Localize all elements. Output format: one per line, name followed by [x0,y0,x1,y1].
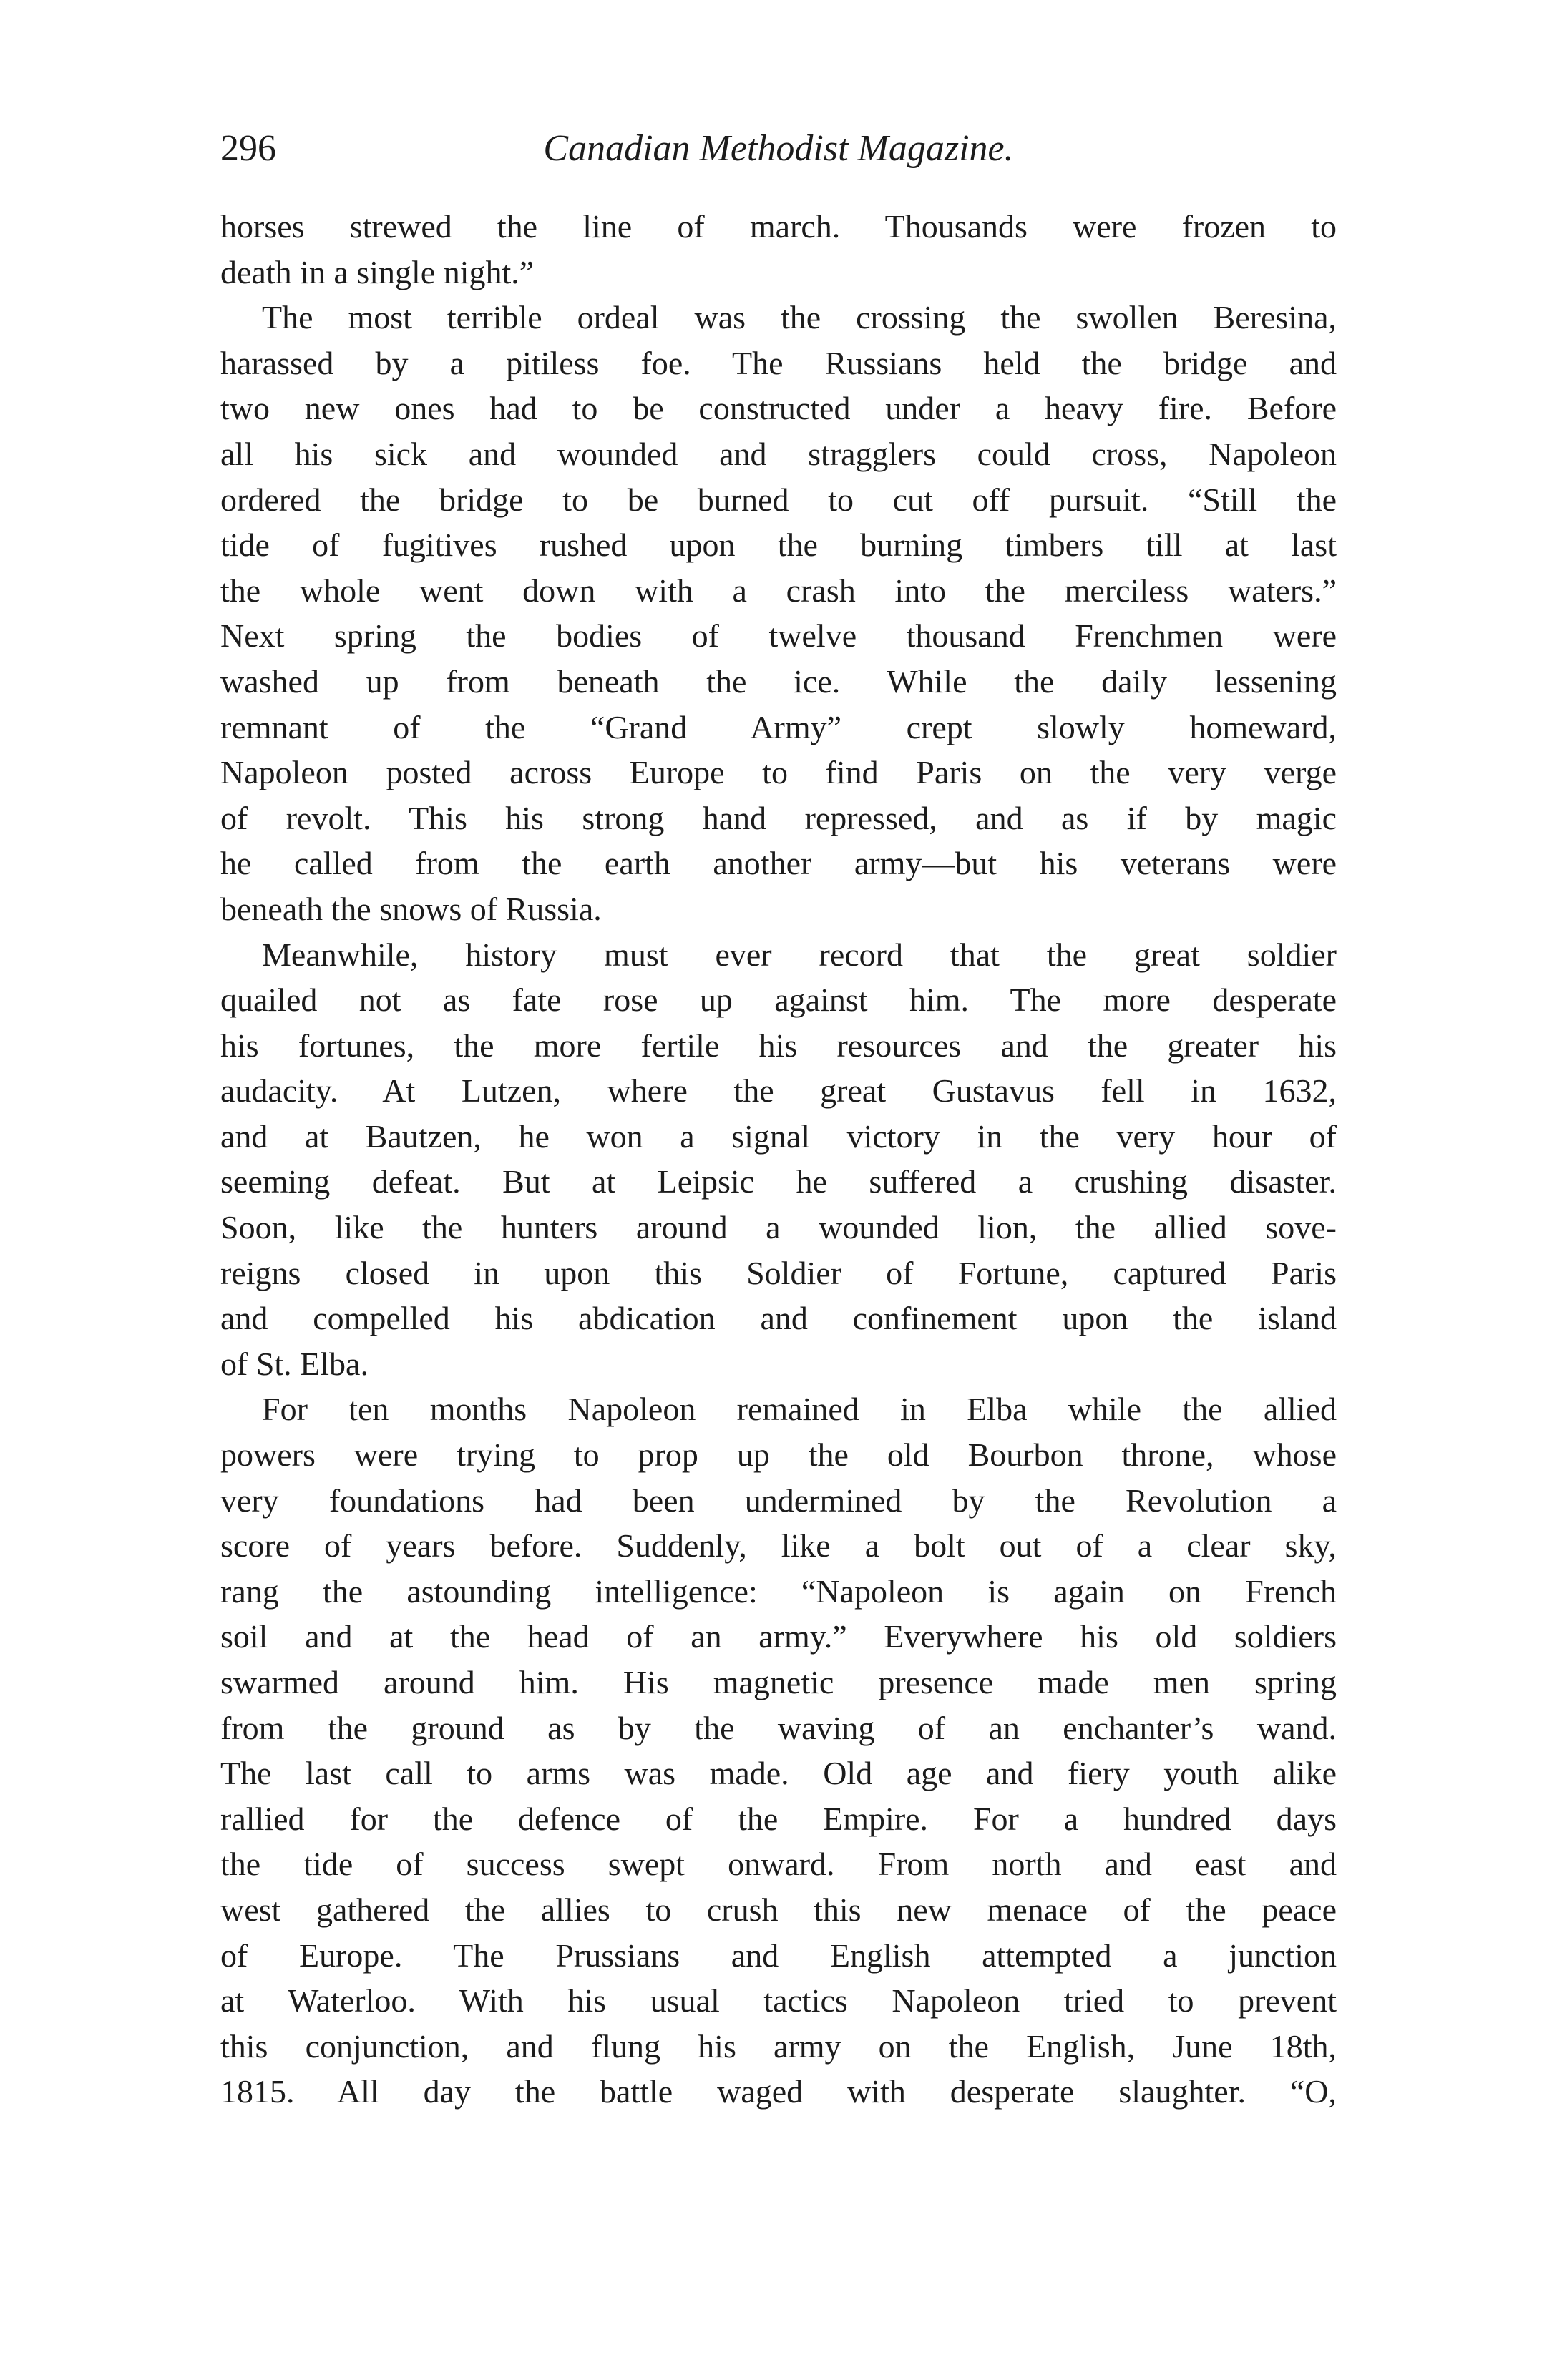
text-line: and compelled his abdication and confinement upon the island [220,1300,1337,1337]
text-line: horses strewed the line of march. Thousands were frozen to [220,208,1337,245]
text-line: he called from the earth another army—but his veterans were [220,845,1337,882]
text-line: Soon, like the hunters around a wounded lion, the allied sove- [220,1209,1337,1246]
text-line: at Waterloo. With his usual tactics Napoleon tried to prevent [220,1982,1337,2019]
text-line: of St. Elba. [220,1345,369,1382]
page-header [220,120,1337,177]
text-line: Meanwhile, history must ever record that the great soldier [262,936,1337,973]
text-line: tide of fugitives rushed upon the burning timbers till at last [220,527,1337,564]
text-line: 1815. All day the battle waged with desperate slaughter. “O, [220,2073,1337,2110]
text-line: the tide of success swept onward. From north and east and [220,1846,1337,1883]
text-line: audacity. At Lutzen, where the great Gustavus fell in 1632, [220,1072,1337,1110]
text-line: ordered the bridge to be burned to cut off pursuit. “Still the [220,481,1337,518]
text-line: The last call to arms was made. Old age and fiery youth alike [220,1755,1337,1792]
text-line: of revolt. This his strong hand repressed, and as if by magic [220,799,1337,836]
text-line: the whole went down with a crash into the merciless waters.” [220,572,1337,609]
text-line: from the ground as by the waving of an enchanter’s wand. [220,1709,1337,1746]
text-line: swarmed around him. His magnetic presence made men spring [220,1664,1337,1700]
text-line: seeming defeat. But at Leipsic he suffered a crushing disaster. [220,1163,1337,1200]
text-line: rallied for the defence of the Empire. For a hundred days [220,1800,1337,1837]
text-line: For ten months Napoleon remained in Elba while the allied [262,1391,1337,1428]
text-line: soil and at the head of an army.” Everywhere his old soldiers [220,1618,1337,1655]
running-title: Canadian Methodist Magazine. [543,128,1014,169]
magazine-page [220,0,1337,2380]
text-line: Next spring the bodies of twelve thousand Frenchmen were [220,617,1337,655]
text-line: and at Bautzen, he won a signal victory in the very hour of [220,1117,1337,1155]
text-line: west gathered the allies to crush this new menace of the peace [220,1891,1337,1928]
text-line: Napoleon posted across Europe to find Paris on the very verge [220,754,1337,791]
text-line: of Europe. The Prussians and English attempted a junction [220,1936,1337,1974]
text-line: death in a single night.” [220,253,535,290]
text-line: this conjunction, and flung his army on the English, June 18th, [220,2027,1337,2065]
text-line: beneath the snows of Russia. [220,890,602,927]
text-line: The most terrible ordeal was the crossing the swollen Beresina, [262,299,1337,336]
text-line: powers were trying to prop up the old Bourbon throne, whose [220,1436,1337,1474]
text-line: remnant of the “Grand Army” crept slowly homeward, [220,708,1337,745]
article-body [220,204,1337,2115]
text-line: very foundations had been undermined by the Revolution a [220,1482,1337,1519]
text-line: his fortunes, the more fertile his resources and the greater his [220,1027,1337,1064]
text-line: harassed by a pitiless foe. The Russians held the bridge and [220,344,1337,381]
text-line: score of years before. Suddenly, like a bolt out of a clear sky, [220,1527,1337,1564]
text-line: reigns closed in upon this Soldier of Fortune, captured Paris [220,1254,1337,1291]
text-line: all his sick and wounded and stragglers could cross, Napoleon [220,435,1337,472]
text-line: quailed not as fate rose up against him. The more desperate [220,981,1337,1019]
page-number: 296 [220,128,276,169]
text-line: washed up from beneath the ice. While the daily lessening [220,662,1337,700]
text-line: two new ones had to be constructed under a heavy fire. Before [220,390,1337,427]
text-line: rang the astounding intelligence: “Napoleon is again on French [220,1572,1337,1610]
